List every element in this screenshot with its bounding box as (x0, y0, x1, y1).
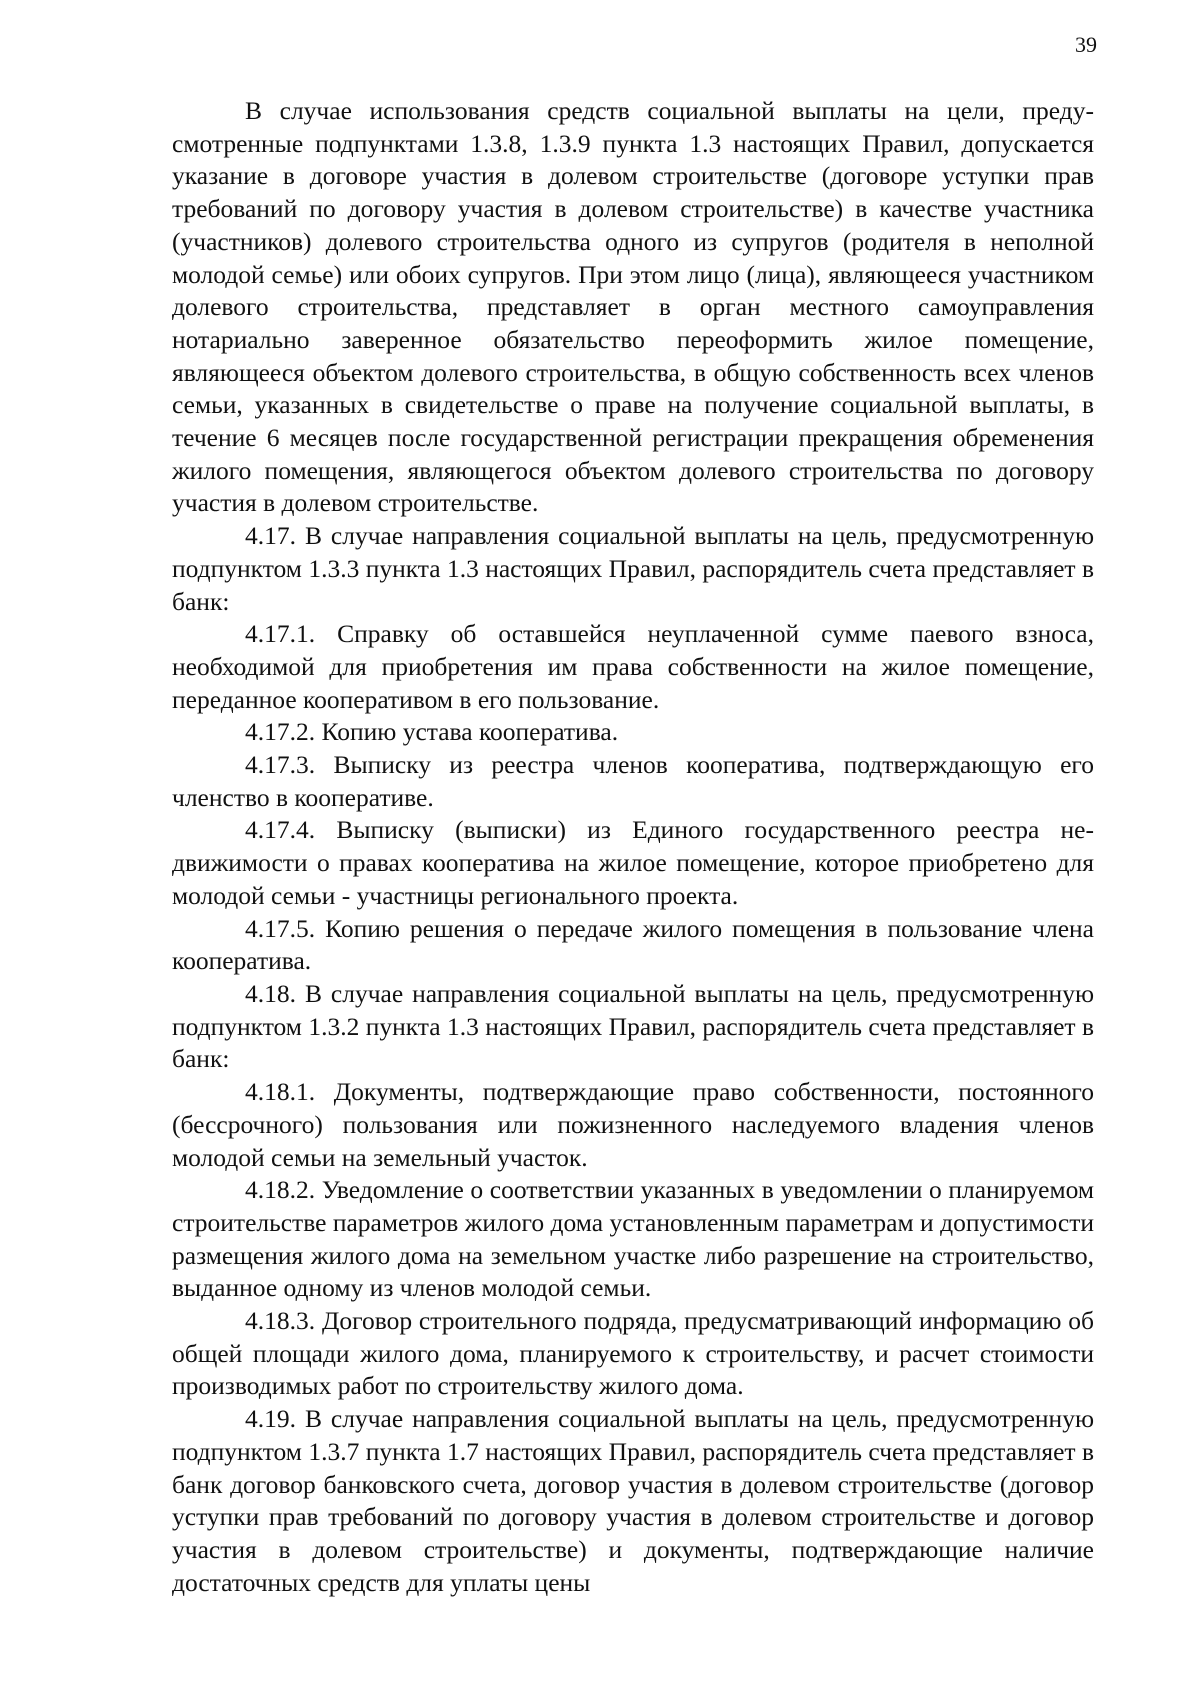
paragraph-4-17-1: 4.17.1. Справку об оставшейся неуплаченной сумме паевого взноса, необходимой для приобретения им права собственности на жилое помещение, переданное кооперативом в его пользование. (172, 619, 1094, 714)
paragraph-4-17-2: 4.17.2. Копию устава кооператива. (245, 717, 619, 747)
body-text (172, 95, 1094, 1599)
paragraph-4-17: 4.17. В случае направления социальной выплаты на цель, предусмотренную подпунктом 1.3.3 пункта 1.3 настоящих Правил, распорядитель счета представляет в банк: (172, 521, 1094, 616)
paragraph-4-18-3: 4.18.3. Договор строительного подряда, предусматривающий информацию об общей площади жилого дома, планируемого к строительству, и расчет стоимости производимых работ по строительству жилого дома. (172, 1306, 1094, 1401)
paragraph-4-19: 4.19. В случае направления социальной выплаты на цель, предусмотренную подпунктом 1.3.7 пункта 1.7 настоящих Правил, распорядитель счета представляет в банк договор банковского счета, договор участия в долевом строительстве (договор уступки прав требований по договору участия в долевом строительстве и договор участия в долевом строительстве) и документы, подтверждающие наличие достаточных средств для уплаты цены (172, 1404, 1094, 1597)
paragraph-intro: В случае использования средств социальной выплаты на цели, предусмотренные подпунктами 1.3.8, 1.3.9 пункта 1.3 настоящих Правил, допускается указание в договоре участия в долевом строительстве (договоре уступки прав требований по договору участия в долевом строительстве) в качестве участника (участников) долевого строительства одного из супругов (родителя в неполной молодой семье) или обоих супругов. При этом лицо (лица), являющееся участником долевого строительства, представляет в орган местного самоуправления нотариально заверенное обязательство переоформить жилое помещение, являющееся объектом долевого строительства, в общую собственность всех членов семьи, указанных в свидетельстве о праве на получение социальной выплаты, в течение 6 месяцев после государственной регистрации прекращения обременения жилого помещения, являющегося объектом долевого строительства по договору участия в долевом строительстве. (172, 96, 1094, 518)
paragraph-4-17-4: 4.17.4. Выписку (выписки) из Единого государственного реестра недвижимости о правах кооператива на жилое помещение, которое приобретено для молодой семьи - участницы регионального проекта. (172, 815, 1094, 910)
paragraph-4-17-3: 4.17.3. Выписку из реестра членов кооператива, подтверждающую его членство в кооперативе. (172, 750, 1094, 812)
page-number: 39 (1075, 32, 1097, 57)
paragraph-4-17-5: 4.17.5. Копию решения о передаче жилого помещения в пользование члена кооператива. (172, 913, 1094, 976)
paragraph-4-18-1: 4.18.1. Документы, подтверждающие право собственности, постоянного (бессрочного) пользования или пожизненного наследуемого владения членов молодой семьи на земельный участок. (172, 1077, 1094, 1172)
paragraph-4-18-2: 4.18.2. Уведомление о соответствии указанных в уведомлении о планируемом строительстве параметров жилого дома установленным параметрам и допустимости размещения жилого дома на земельном участке либо разрешение на строительство, выданное одному из членов молодой семьи. (172, 1175, 1094, 1303)
paragraph-4-18: 4.18. В случае направления социальной выплаты на цель, предусмотренную подпунктом 1.3.2 пункта 1.3 настоящих Правил, распорядитель счета представляет в банк: (172, 978, 1094, 1074)
